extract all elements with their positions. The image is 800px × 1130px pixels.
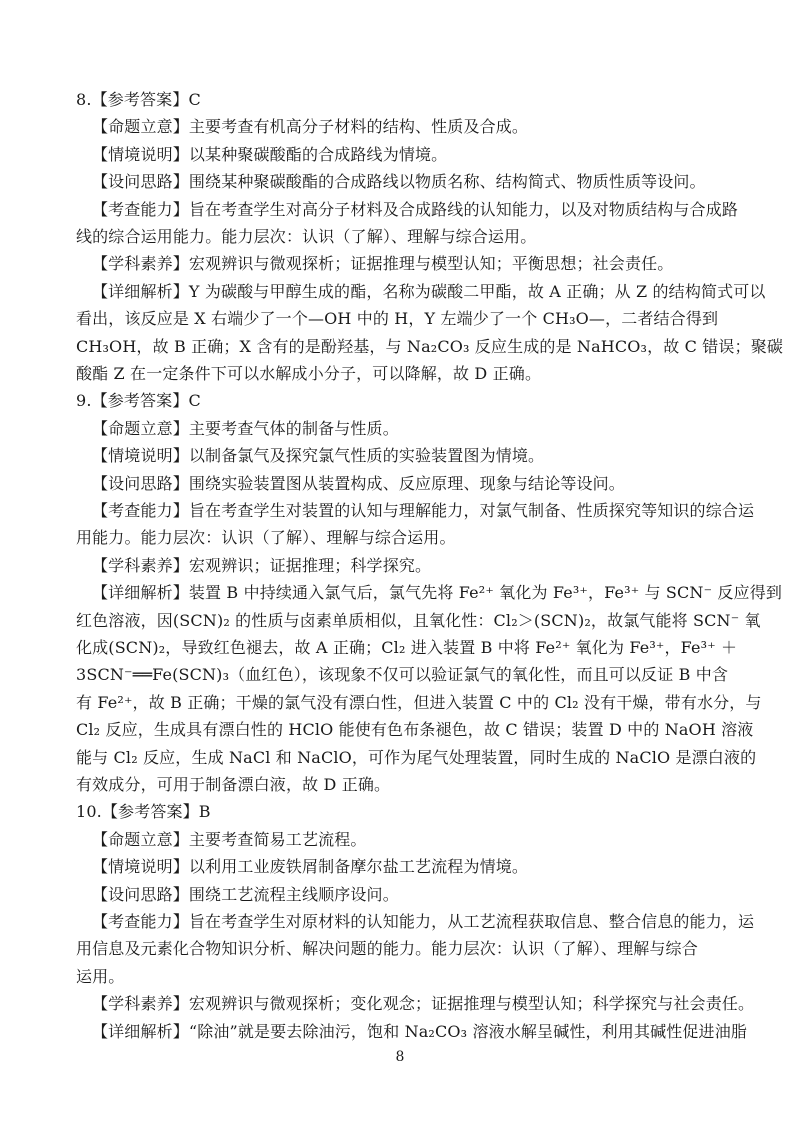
paragraph-line: 【学科素养】宏观辨识与微观探析；证据推理与模型认知；平衡思想；社会责任。 [92,254,674,274]
paragraph-line: 【情境说明】以利用工业废铁屑制备摩尔盐工艺流程为情境。 [92,857,529,877]
paragraph-line: 【考查能力】旨在考查学生对原材料的认知能力，从工艺流程获取信息、整合信息的能力，运 [92,912,755,931]
paragraph-line: 用信息及元素化合物知识分析、解决问题的能力。能力层次：认识（了解）、理解与综合 [76,939,698,959]
paragraph-line: 【详细解析】Y 为碳酸与甲醇生成的酯，名称为碳酸二甲酯，故 A 正确；从 Z 的结构简式可以 [92,281,766,301]
answer-heading: 10.【参考答案】B [76,802,211,822]
paragraph-line: 化成(SCN)₂，导致红色褪去，故 A 正确；Cl₂ 进入装置 B 中将 Fe²⁺ 氧化为 Fe³⁺，Fe³⁺ ＋ [76,638,738,657]
page-number: 8 [395,1049,405,1065]
paragraph-line: 看出，该反应是 X 右端少了一个—OH 中的 H，Y 左端少了一个 CH₃O—，二者结合得到 [76,309,719,329]
paragraph-line: 【考查能力】旨在考查学生对高分子材料及合成路线的认知能力，以及对物质结构与合成路 [92,199,739,219]
paragraph-line: 线的综合运用能力。能力层次：认识（了解）、理解与综合运用。 [76,227,537,246]
paragraph-line: 有效成分，可用于制备漂白液，故 D 正确。 [76,775,391,794]
paragraph-line: 酸酯 Z 在一定条件下可以水解成小分子，可以降解，故 D 正确。 [76,364,542,383]
paragraph-line: 用能力。能力层次：认识（了解）、理解与综合运用。 [76,528,456,548]
paragraph-line: 【详细解析】装置 B 中持续通入氯气后，氯气先将 Fe²⁺ 氧化为 Fe³⁺，Fe³⁺ 与 SCN⁻ 反应得到 [92,583,783,603]
paragraph-line: 【命题立意】主要考查简易工艺流程。 [92,829,367,849]
paragraph-line: 【设问思路】围绕某种聚碳酸酯的合成路线以物质名称、结构简式、物质性质等设问。 [92,172,706,192]
paragraph-line: 能与 Cl₂ 反应，生成 NaCl 和 NaClO，可作为尾气处理装置，同时生成的 NaClO 是漂白液的 [76,747,757,767]
paragraph-line: 有 Fe²⁺，故 B 正确；干燥的氯气没有漂白性，但进入装置 C 中的 Cl₂ 没有干燥，带有水分，与 [76,692,762,712]
paragraph-line: 【考查能力】旨在考查学生对装置的认知与理解能力，对氯气制备、性质探究等知识的综合运 [92,501,755,520]
answer-heading: 8.【参考答案】C [76,90,201,109]
paragraph-line: 【学科素养】宏观辨识；证据推理；科学探究。 [92,555,432,575]
paragraph-line: 【命题立意】主要考查气体的制备与性质。 [92,418,399,438]
paragraph-line: 【情境说明】以制备氯气及探究氯气性质的实验装置图为情境。 [92,446,545,466]
paragraph-line: 【详细解析】“除油”就是要去除油污，饱和 Na₂CO₃ 溶液水解呈碱性，利用其碱性促进油脂 [92,1021,748,1041]
paragraph-line: 红色溶液，因(SCN)₂ 的性质与卤素单质相似，且氧化性：Cl₂＞(SCN)₂，故氯气能将 SCN⁻ 氧 [76,610,761,630]
paragraph-line: 【命题立意】主要考查有机高分子材料的结构、性质及合成。 [92,117,529,137]
paragraph-line: Cl₂ 反应，生成具有漂白性的 HClO 能使有色布条褪色，故 C 错误；装置 D 中的 NaOH 溶液 [76,720,754,740]
paragraph-line: 运用。 [76,966,125,986]
paragraph-line: 【设问思路】围绕实验装置图从装置构成、反应原理、现象与结论等设问。 [92,473,625,493]
paragraph-line: CH₃OH，故 B 正确；X 含有的是酚羟基，与 Na₂CO₃ 反应生成的是 NaHCO₃，故 C 错误；聚碳 [76,336,784,356]
paragraph-line: 【情境说明】以某种聚碳酸酯的合成路线为情境。 [92,144,448,164]
paragraph-line: 3SCN⁻══Fe(SCN)₃（血红色），该现象不仅可以验证氯气的氧化性，而且可以反证 B 中含 [76,665,729,685]
paragraph-line: 【学科素养】宏观辨识与微观探析；变化观念；证据推理与模型认知；科学探究与社会责任。 [92,994,755,1014]
paragraph-line: 【设问思路】围绕工艺流程主线顺序设问。 [92,884,399,904]
answer-heading: 9.【参考答案】C [76,391,201,411]
